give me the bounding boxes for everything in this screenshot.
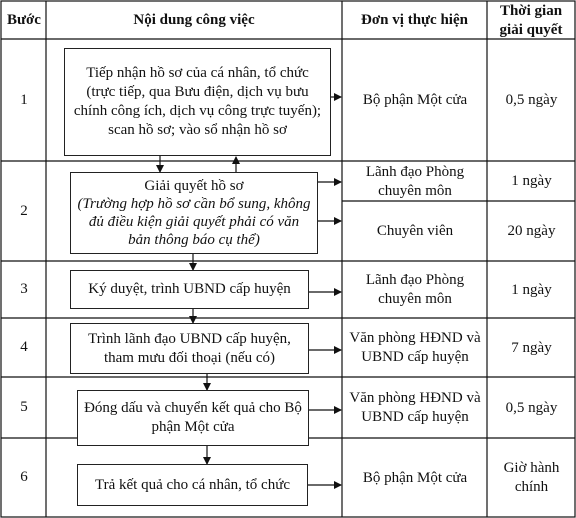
time-cell: 1 ngày bbox=[511, 281, 552, 298]
task-text: Giải quyết hồ sơ bbox=[144, 178, 244, 194]
header-unit: Đơn vị thực hiện bbox=[361, 12, 468, 28]
header-step: Bước bbox=[7, 12, 41, 28]
task-text: Đóng dấu và chuyển kết quả cho Bộ phận Một cửa bbox=[84, 400, 302, 435]
unit-cell: Bộ phận Một cửa bbox=[362, 92, 468, 108]
step-number: 3 bbox=[20, 281, 28, 297]
step-number: 1 bbox=[20, 92, 28, 108]
step-number: 6 bbox=[20, 469, 28, 485]
unit-cell: Bộ phận Một cửa bbox=[362, 469, 468, 486]
task-box-step6 bbox=[77, 464, 308, 506]
time-cell: 20 ngày bbox=[507, 223, 556, 239]
header-content: Nội dung công việc bbox=[133, 12, 255, 28]
time-cell: 1 ngày bbox=[511, 173, 552, 189]
step-number: 2 bbox=[20, 202, 28, 219]
task-box-step1 bbox=[64, 48, 331, 156]
task-text: Trình lãnh đạo UBND cấp huyện, tham mưu đối thoại (nếu có) bbox=[88, 330, 291, 366]
unit-cell: Lãnh đạo Phòng chuyên môn bbox=[365, 163, 465, 199]
header-time bbox=[487, 2, 575, 39]
task-box-step2 bbox=[70, 172, 318, 254]
task-box-step5 bbox=[77, 390, 309, 446]
task-note: (Trường hợp hồ sơ cần bổ sung, không đủ điều kiện giải quyết phải có văn bản thông báo cụ thể) bbox=[77, 196, 311, 248]
header-time-line2: giải quyết bbox=[499, 21, 563, 38]
task-box-step3 bbox=[70, 270, 309, 309]
header-time-line1: Thời gian bbox=[499, 2, 563, 19]
time-cell: 0,5 ngày bbox=[505, 92, 558, 108]
step-number: 5 bbox=[20, 399, 28, 415]
task-box-step4 bbox=[70, 323, 309, 374]
time-cell: Giờ hành chính bbox=[503, 460, 560, 495]
unit-cell: Văn phòng HĐND và UBND cấp huyện bbox=[349, 390, 481, 425]
time-cell: 0,5 ngày bbox=[505, 399, 558, 416]
step-number: 4 bbox=[20, 339, 28, 355]
task-text: Tiếp nhận hồ sơ của cá nhân, tổ chức (trực tiếp, qua Bưu điện, dịch vụ bưu chính công ích, dịch vụ công trực tuyến); scan hồ sơ; vào sổ nhận hồ sơ bbox=[73, 65, 322, 138]
unit-cell: Văn phòng HĐND và UBND cấp huyện bbox=[349, 330, 481, 365]
unit-cell: Lãnh đạo Phòng chuyên môn bbox=[365, 272, 465, 307]
time-cell: 7 ngày bbox=[511, 339, 552, 356]
task-text: Trả kết quả cho cá nhân, tổ chức bbox=[94, 476, 290, 493]
unit-cell: Chuyên viên bbox=[376, 223, 454, 239]
task-text: Ký duyệt, trình UBND cấp huyện bbox=[88, 281, 291, 297]
